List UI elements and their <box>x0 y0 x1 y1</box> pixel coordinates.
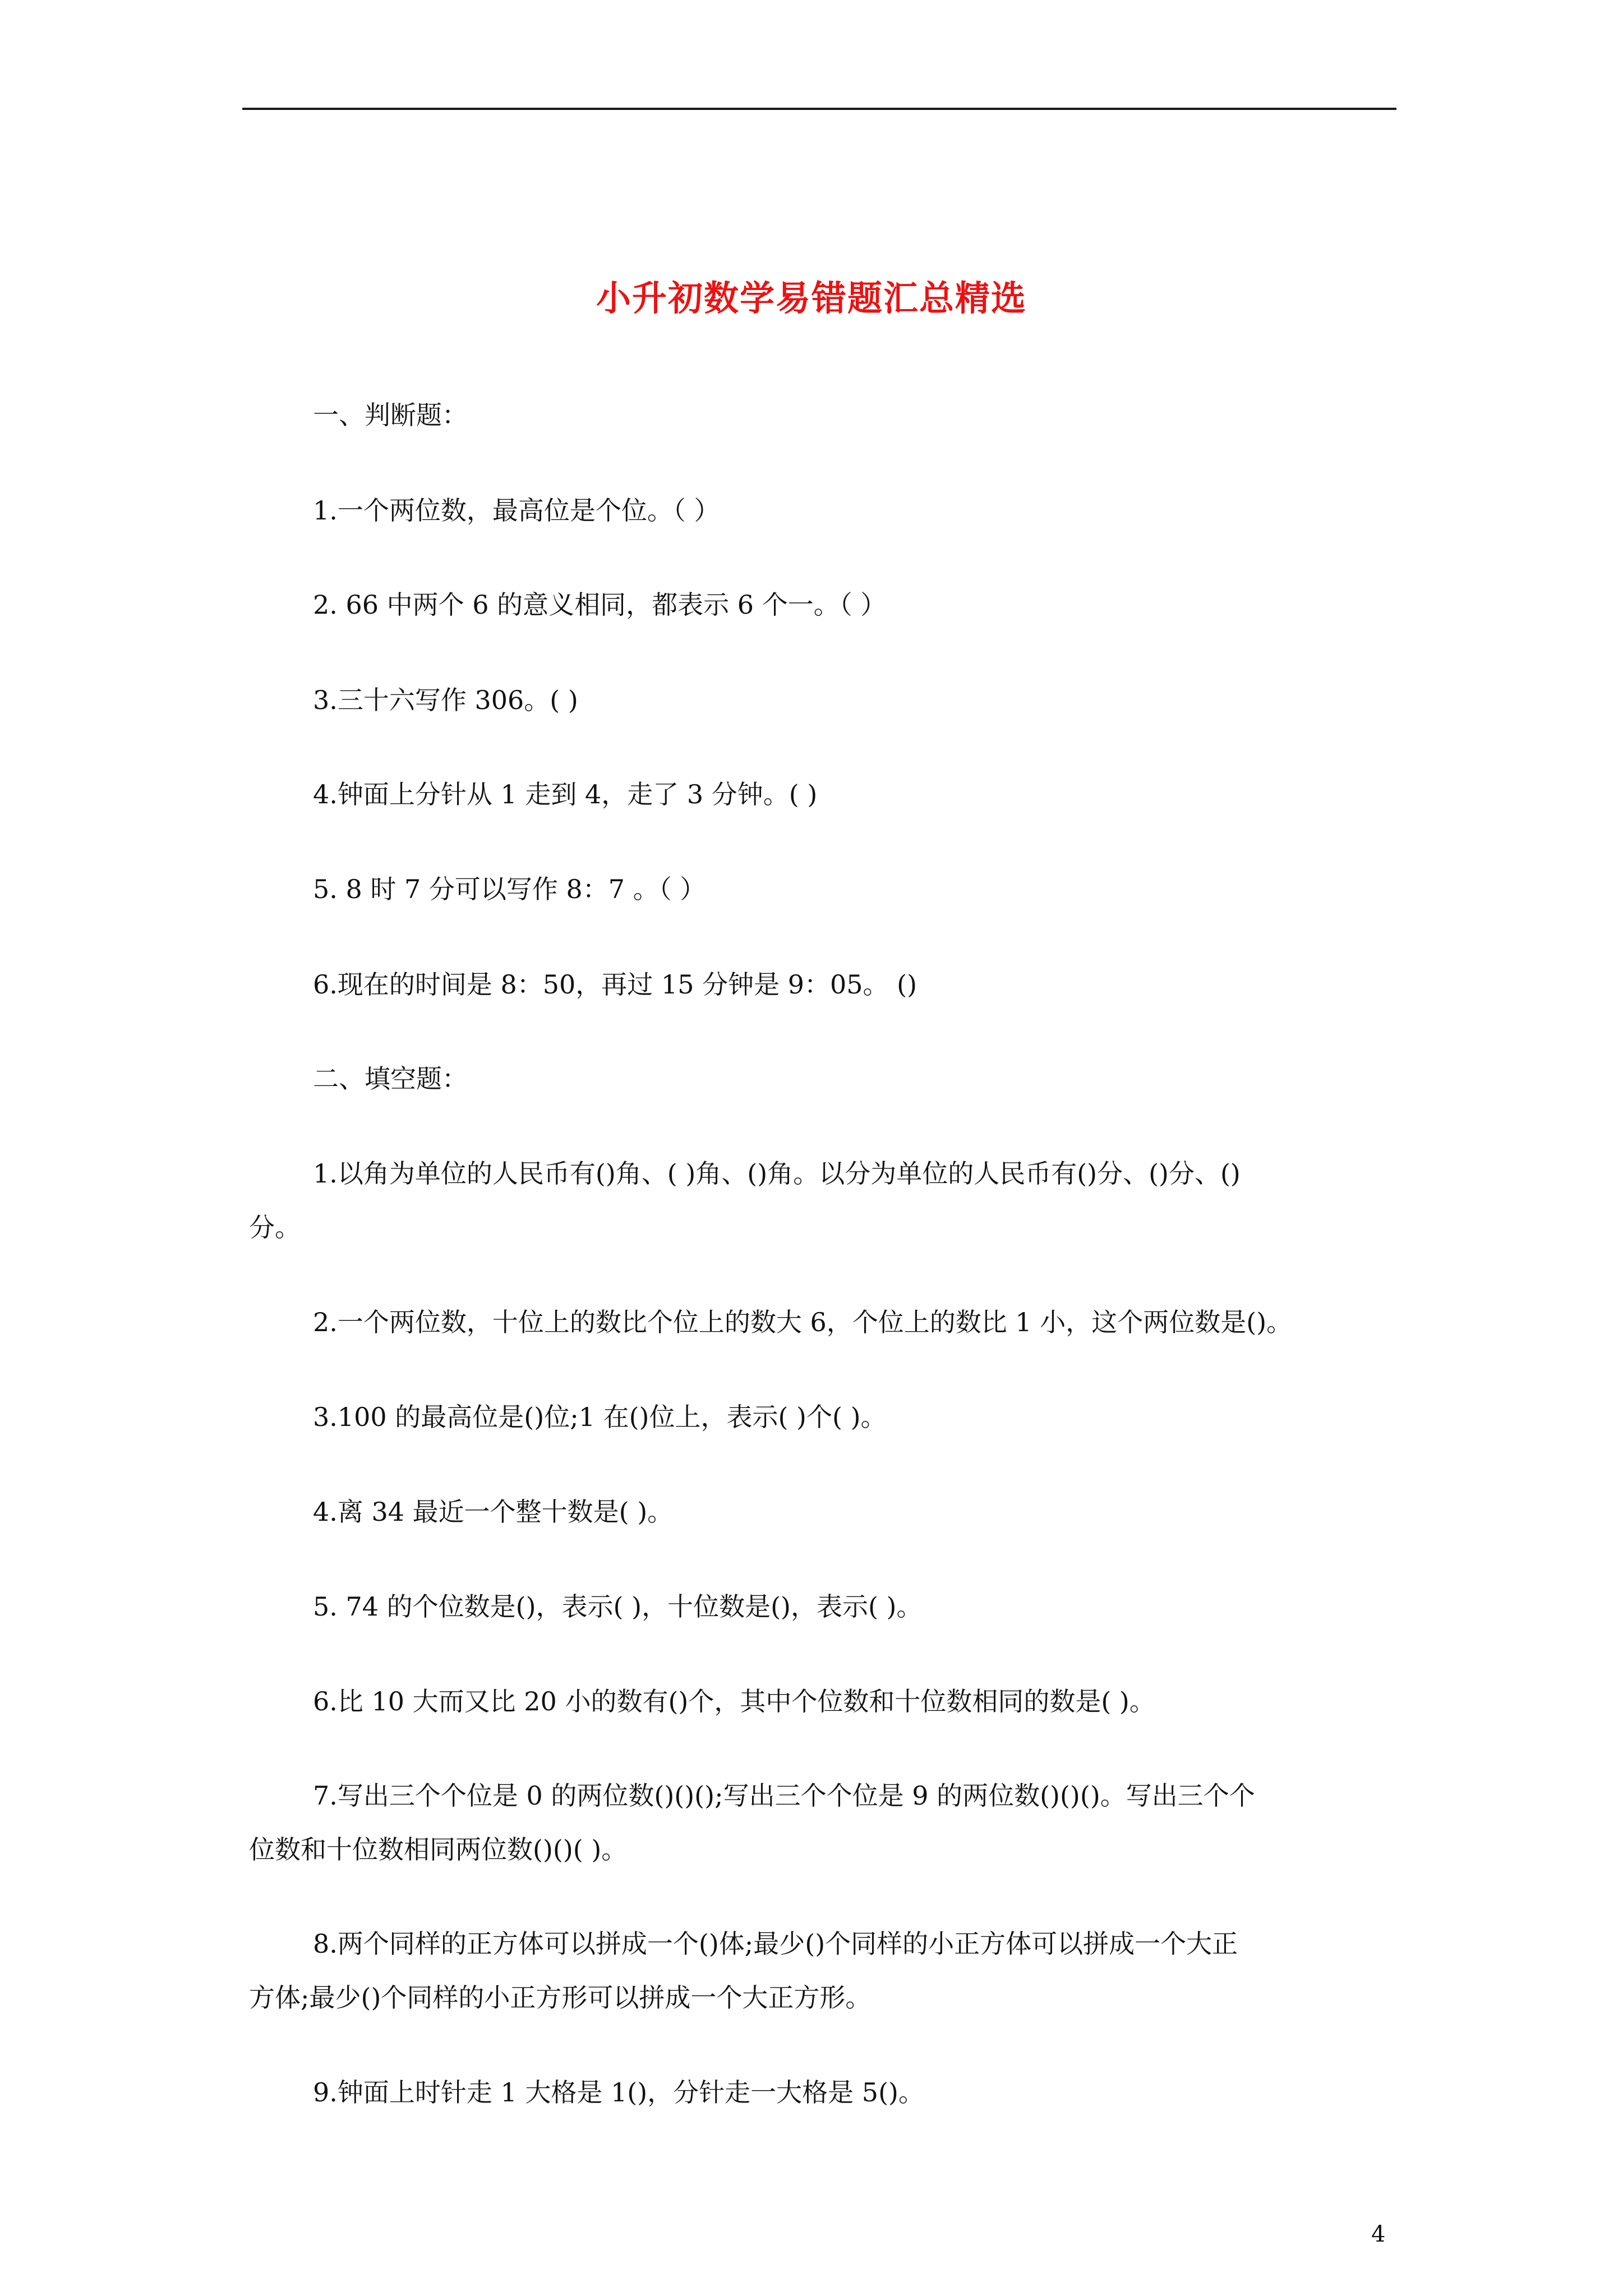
judgment-item: 3.三十六写作 306。( ) <box>313 685 578 715</box>
fill-blank-item-line: 8.两个同样的正方体可以拼成一个()体;最少()个同样的小正方体可以拼成一个大正 <box>313 1929 1238 1959</box>
fill-blank-item-continuation: 方体;最少()个同样的小正方形可以拼成一个大正方形。 <box>249 1982 872 2013</box>
fill-blank-item-continuation: 位数和十位数相同两位数()()( )。 <box>249 1834 628 1865</box>
fill-blank-item-line: 1.以角为单位的人民币有()角、( )角、()角。以分为单位的人民币有()分、()分、() <box>313 1158 1241 1189</box>
fill-blank-item-continuation: 分。 <box>249 1212 301 1243</box>
judgment-item: 1.一个两位数，最高位是个位。（ ） <box>313 495 720 526</box>
fill-blank-item-line: 2.一个两位数，十位上的数比个位上的数大 6，个位上的数比 1 小，这个两位数是()。 <box>313 1307 1293 1337</box>
section-heading-fill-blank: 二、填空题： <box>313 1064 468 1094</box>
fill-blank-item-line: 3.100 的最高位是()位;1 在()位上，表示( )个( )。 <box>313 1402 887 1432</box>
fill-blank-item-line: 4.离 34 最近一个整十数是( )。 <box>313 1497 674 1527</box>
fill-blank-item-line: 5. 74 的个位数是()，表示( )，十位数是()，表示( )。 <box>313 1591 923 1622</box>
document-title: 小升初数学易错题汇总精选 <box>596 278 1027 319</box>
fill-blank-item-line: 6.比 10 大而又比 20 小的数有()个，其中个位数和十位数相同的数是( )。 <box>313 1686 1155 1717</box>
judgment-item: 2. 66 中两个 6 的意义相同，都表示 6 个一。（ ） <box>313 590 887 620</box>
judgment-item: 6.现在的时间是 8：50，再过 15 分钟是 9：05。 () <box>313 969 917 1000</box>
judgment-item: 5. 8 时 7 分可以写作 8：7 。（ ） <box>313 874 706 904</box>
judgment-item: 4.钟面上分针从 1 走到 4，走了 3 分钟。( ) <box>313 779 818 809</box>
section-heading-judgment: 一、判断题： <box>313 400 468 430</box>
page-number: 4 <box>1371 2221 1386 2247</box>
header-rule <box>242 108 1396 110</box>
fill-blank-item-line: 7.写出三个个位是 0 的两位数()()();写出三个个位是 9 的两位数()()()。写出三个个 <box>313 1780 1255 1811</box>
fill-blank-item-line: 9.钟面上时针走 1 大格是 1()，分针走一大格是 5()。 <box>313 2077 924 2108</box>
